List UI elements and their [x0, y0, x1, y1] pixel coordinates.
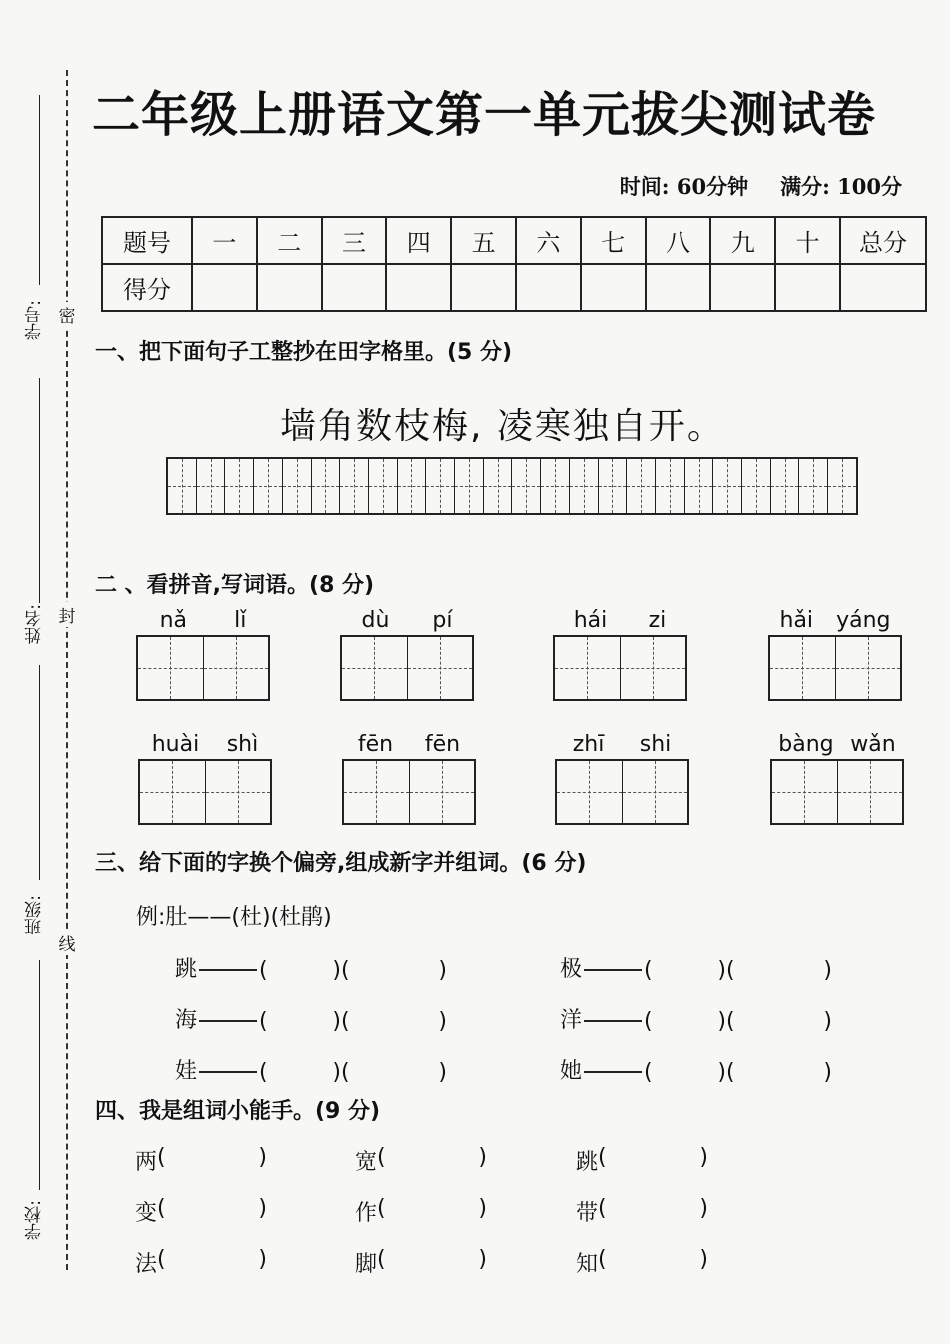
tianzige-cell[interactable] [685, 459, 714, 513]
word-item [355, 1196, 487, 1227]
seal-char-mi: 密 [56, 302, 78, 327]
new-char-blank[interactable]: ( ) [644, 957, 727, 983]
tianzige-box[interactable] [770, 637, 836, 699]
school-label: 学校: [25, 1200, 45, 1240]
score-header-cell: 九 [710, 217, 775, 264]
new-word-blank[interactable]: ( ) [726, 1059, 833, 1085]
copy-sentence: 墙角数枝梅, 凌寒独自开。 [280, 406, 725, 447]
score-header-cell: 四 [386, 217, 451, 264]
word-char: 宽 [355, 1150, 378, 1175]
new-char-blank[interactable]: ( ) [259, 957, 342, 983]
pinyin-syllable: zi [648, 608, 667, 633]
radical-char: 洋 [560, 1008, 583, 1033]
score-header-cell: 二 [257, 217, 322, 264]
tianzige-cell[interactable] [484, 459, 513, 513]
pinyin-syllable: hái [573, 608, 608, 633]
score-header-cell: 三 [322, 217, 387, 264]
pinyin-item [138, 731, 272, 825]
word-item [576, 1247, 708, 1278]
word-blank[interactable]: ( ) [377, 1196, 488, 1221]
tianzige-box[interactable] [555, 637, 621, 699]
seal-char-feng: 封 [56, 602, 78, 627]
score-header-cell: 题号 [102, 217, 192, 264]
pinyin-syllable: wǎn [850, 732, 896, 757]
tianzige-cell[interactable] [627, 459, 656, 513]
pinyin-syllable: huài [151, 732, 200, 757]
pinyin-item [342, 731, 476, 825]
pinyin-item [768, 607, 902, 701]
tianzige-box[interactable] [140, 761, 206, 823]
pinyin-syllable: yáng [836, 608, 891, 633]
section1-title: 一、把下面句子工整抄在田字格里。(5 分) [95, 340, 513, 365]
score-header-cell: 一 [192, 217, 257, 264]
pinyin-syllable: zhī [572, 732, 605, 757]
binding-dashed-line [66, 70, 68, 1270]
pinyin-syllable: nǎ [159, 608, 188, 633]
score-input-cell[interactable] [257, 264, 322, 311]
class-label: 班级: [25, 895, 45, 935]
seal-char-xian: 线 [56, 930, 78, 955]
tianzige-box[interactable] [410, 761, 475, 823]
pinyin-syllable: dù [361, 608, 390, 633]
tianzige-cell[interactable] [197, 459, 226, 513]
word-item [135, 1145, 267, 1176]
tianzige-cell[interactable] [455, 459, 484, 513]
pinyin-item [136, 607, 270, 701]
word-char: 带 [576, 1201, 599, 1226]
radical-item [560, 1003, 832, 1034]
score-input-cell[interactable] [451, 264, 516, 311]
pinyin-syllable: fēn [424, 732, 461, 757]
score-header-cell: 五 [451, 217, 516, 264]
pinyin-item [553, 607, 687, 701]
radical-char: 极 [560, 957, 583, 982]
tianzige-cell[interactable] [570, 459, 599, 513]
score-row-label: 得分 [102, 264, 192, 311]
word-char: 两 [135, 1150, 158, 1175]
word-item [355, 1247, 487, 1278]
radical-item [175, 1054, 447, 1085]
pinyin-syllable: shì [226, 732, 259, 757]
word-char: 作 [355, 1201, 378, 1226]
new-word-blank[interactable]: ( ) [726, 957, 833, 983]
section2-title: 二 、看拼音,写词语。(8 分) [95, 573, 375, 598]
word-blank[interactable]: ( ) [157, 1196, 268, 1221]
student-no-line [39, 95, 40, 285]
score-input-cell[interactable] [775, 264, 840, 311]
tianzige-cell[interactable] [283, 459, 312, 513]
tianzige-cell[interactable] [599, 459, 628, 513]
word-blank[interactable]: ( ) [157, 1247, 268, 1272]
score-header-cell: 总分 [840, 217, 926, 264]
score-header-cell: 七 [581, 217, 646, 264]
student-no-label: 学号: [25, 300, 45, 340]
tianzige-box[interactable] [838, 761, 903, 823]
tianzige-box[interactable] [206, 761, 271, 823]
score-input-cell[interactable] [581, 264, 646, 311]
pinyin-syllable: lǐ [234, 608, 247, 633]
tianzige-cell[interactable] [398, 459, 427, 513]
tianzige-cell[interactable] [799, 459, 828, 513]
tianzige-cell[interactable] [369, 459, 398, 513]
tianzige-cell[interactable] [340, 459, 369, 513]
tianzige-cell[interactable] [312, 459, 341, 513]
word-blank[interactable]: ( ) [598, 1247, 709, 1272]
pinyin-syllable: bàng [778, 732, 834, 757]
radical-item [175, 952, 447, 983]
word-item [576, 1196, 708, 1227]
score-table-header-row [102, 217, 926, 264]
tianzige-box[interactable] [557, 761, 623, 823]
word-blank[interactable]: ( ) [598, 1196, 709, 1221]
tianzige-cell[interactable] [541, 459, 570, 513]
score-header-cell: 六 [516, 217, 581, 264]
class-line [39, 960, 40, 1190]
tianzige-cell[interactable] [656, 459, 685, 513]
tianzige-cell[interactable] [225, 459, 254, 513]
score-input-cell[interactable] [322, 264, 387, 311]
tianzige-box[interactable] [138, 637, 204, 699]
page-title: 二年级上册语文第一单元拔尖测试卷 [92, 87, 877, 143]
tianzige-cell[interactable] [168, 459, 197, 513]
word-blank[interactable]: ( ) [377, 1145, 488, 1170]
word-item [355, 1145, 487, 1176]
tianzige-box[interactable] [623, 761, 688, 823]
tianzige-box[interactable] [344, 761, 410, 823]
radical-example: 例:肚——(杜)(杜鹃) [136, 905, 332, 930]
exam-full-score: 满分: 100分 [780, 174, 902, 199]
exam-info [588, 171, 902, 201]
pinyin-item [770, 731, 904, 825]
word-blank[interactable]: ( ) [598, 1145, 709, 1170]
word-char: 变 [135, 1201, 158, 1226]
radical-item [560, 952, 832, 983]
tianzige-cell[interactable] [742, 459, 771, 513]
student-no-line-lower [39, 378, 40, 603]
radical-item [560, 1054, 832, 1085]
score-input-cell[interactable] [516, 264, 581, 311]
score-input-cell[interactable] [646, 264, 711, 311]
new-word-blank[interactable]: ( ) [341, 957, 448, 983]
new-word-blank[interactable]: ( ) [341, 1008, 448, 1034]
radical-char: 娃 [175, 1059, 198, 1084]
new-char-blank[interactable]: ( ) [259, 1059, 342, 1085]
tianzige-box[interactable] [772, 761, 838, 823]
tianzige-cell[interactable] [771, 459, 800, 513]
word-char: 跳 [576, 1150, 599, 1175]
new-char-blank[interactable]: ( ) [644, 1059, 727, 1085]
word-blank[interactable]: ( ) [157, 1145, 268, 1170]
pinyin-item [555, 731, 689, 825]
radical-char: 跳 [175, 957, 198, 982]
new-word-blank[interactable]: ( ) [726, 1008, 833, 1034]
word-char: 法 [135, 1252, 158, 1277]
score-table-score-row [102, 264, 926, 311]
word-char: 知 [576, 1252, 599, 1277]
tianzige-box[interactable] [342, 637, 408, 699]
tianzige-cell[interactable] [254, 459, 283, 513]
word-item [135, 1247, 267, 1278]
section3-title: 三、给下面的字换个偏旁,组成新字并组词。(6 分) [95, 851, 587, 876]
word-item [135, 1196, 267, 1227]
tianzige-cell[interactable] [512, 459, 541, 513]
pinyin-item [340, 607, 474, 701]
score-input-cell[interactable] [386, 264, 451, 311]
word-char: 脚 [355, 1252, 378, 1277]
score-input-cell[interactable] [192, 264, 257, 311]
tianzige-box[interactable] [836, 637, 901, 699]
new-char-blank[interactable]: ( ) [259, 1008, 342, 1034]
score-header-cell: 八 [646, 217, 711, 264]
pinyin-syllable: fēn [357, 732, 394, 757]
score-table [101, 216, 927, 312]
tianzige-cell[interactable] [828, 459, 856, 513]
radical-item [175, 1003, 447, 1034]
score-input-cell[interactable] [710, 264, 775, 311]
score-header-cell: 十 [775, 217, 840, 264]
tianzige-cell[interactable] [426, 459, 455, 513]
pinyin-syllable: hǎi [779, 608, 814, 633]
pinyin-syllable: pí [432, 608, 453, 633]
radical-char: 她 [560, 1059, 583, 1084]
section4-title: 四、我是组词小能手。(9 分) [95, 1099, 381, 1124]
word-item [576, 1145, 708, 1176]
tianzige-cell[interactable] [713, 459, 742, 513]
radical-char: 海 [175, 1008, 198, 1033]
tianzige-box[interactable] [408, 637, 473, 699]
new-word-blank[interactable]: ( ) [341, 1059, 448, 1085]
exam-time: 时间: 60分钟 [619, 174, 749, 199]
word-blank[interactable]: ( ) [377, 1247, 488, 1272]
pinyin-syllable: shi [639, 732, 672, 757]
new-char-blank[interactable]: ( ) [644, 1008, 727, 1034]
tianzige-box[interactable] [621, 637, 686, 699]
name-label: 姓名: [25, 604, 45, 644]
name-line [39, 665, 40, 880]
tianzige-box[interactable] [204, 637, 269, 699]
score-input-cell[interactable] [840, 264, 926, 311]
tianzige-row[interactable] [166, 457, 858, 515]
